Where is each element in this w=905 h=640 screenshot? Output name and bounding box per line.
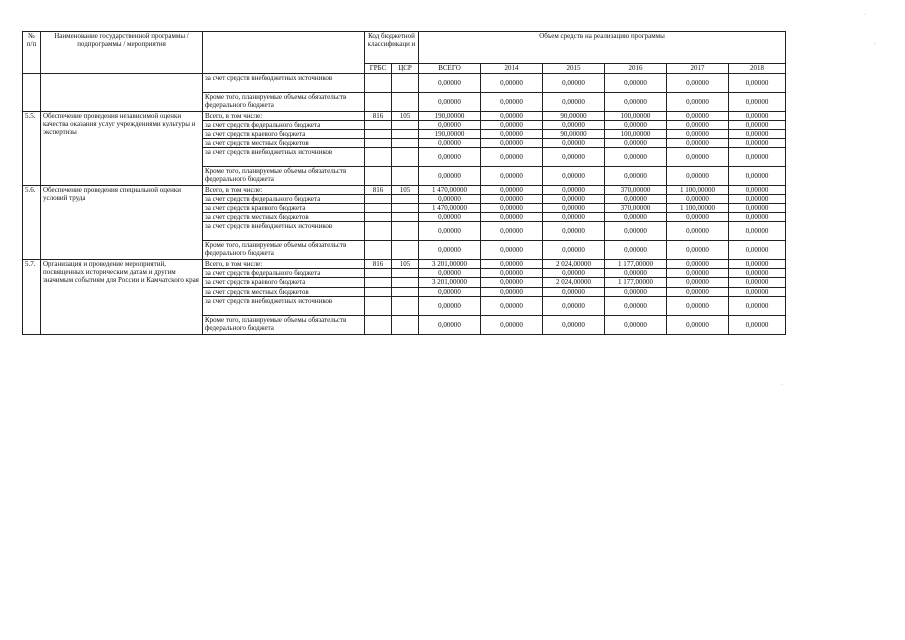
value-cell: 0,00000 <box>419 315 481 334</box>
value-cell: 0,00000 <box>543 74 605 93</box>
header-year: ВСЕГО <box>419 64 481 74</box>
value-cell: 0,00000 <box>605 315 667 334</box>
value-cell: 90,00000 <box>543 112 605 121</box>
value-cell: 0,00000 <box>729 130 786 139</box>
source-cell: за счет средств федерального бюджета <box>203 195 365 204</box>
header-csr: ЦСР <box>392 64 419 74</box>
item-num: 5.5. <box>23 112 41 186</box>
value-cell: 0,00000 <box>729 296 786 315</box>
grbs-cell <box>365 213 392 222</box>
value-cell: 0,00000 <box>729 112 786 121</box>
value-cell: 0,00000 <box>729 139 786 148</box>
scan-mark: · <box>781 382 783 388</box>
value-cell: 0,00000 <box>729 93 786 112</box>
value-cell: 0,00000 <box>543 287 605 296</box>
value-cell: 0,00000 <box>481 296 543 315</box>
source-cell: Кроме того, планируемые объемы обязательств федерального бюджета <box>203 167 365 186</box>
value-cell: 0,00000 <box>543 167 605 186</box>
csr-cell <box>392 93 419 112</box>
value-cell: 0,00000 <box>481 167 543 186</box>
value-cell: 0,00000 <box>419 269 481 278</box>
value-cell: 0,00000 <box>667 315 729 334</box>
value-cell: 0,00000 <box>667 241 729 260</box>
value-cell: 0,00000 <box>543 148 605 167</box>
value-cell: 0,00000 <box>667 74 729 93</box>
source-cell: за счет средств федерального бюджета <box>203 121 365 130</box>
value-cell: 0,00000 <box>605 167 667 186</box>
value-cell: 0,00000 <box>605 296 667 315</box>
value-cell: 0,00000 <box>605 213 667 222</box>
value-cell: 0,00000 <box>667 112 729 121</box>
header-year: 2018 <box>729 64 786 74</box>
grbs-cell <box>365 195 392 204</box>
value-cell: 0,00000 <box>481 186 543 195</box>
value-cell: 0,00000 <box>667 167 729 186</box>
value-cell: 0,00000 <box>667 93 729 112</box>
value-cell: 1 470,00000 <box>419 204 481 213</box>
source-cell: за счет средств местных бюджетов <box>203 287 365 296</box>
grbs-cell <box>365 148 392 167</box>
value-cell: 0,00000 <box>543 93 605 112</box>
header-grbs: ГРБС <box>365 64 392 74</box>
grbs-cell <box>365 287 392 296</box>
value-cell: 0,00000 <box>481 222 543 241</box>
value-cell: 0,00000 <box>481 130 543 139</box>
value-cell: 0,00000 <box>605 195 667 204</box>
item-name-cell <box>41 74 203 112</box>
value-cell: 0,00000 <box>605 269 667 278</box>
item-num: 5.6. <box>23 186 41 260</box>
value-cell: 0,00000 <box>605 139 667 148</box>
value-cell: 0,00000 <box>605 241 667 260</box>
value-cell: 0,00000 <box>667 130 729 139</box>
source-cell: Кроме того, планируемые объемы обязательств федерального бюджета <box>203 241 365 260</box>
value-cell: 370,00000 <box>605 186 667 195</box>
source-cell: за счет средств внебюджетных источников <box>203 74 365 93</box>
source-cell: за счет средств местных бюджетов <box>203 139 365 148</box>
value-cell: 0,00000 <box>667 269 729 278</box>
value-cell: 0,00000 <box>729 148 786 167</box>
value-cell: 0,00000 <box>667 260 729 269</box>
value-cell: 0,00000 <box>481 112 543 121</box>
table-row <box>23 74 786 93</box>
value-cell: 1 100,00000 <box>667 204 729 213</box>
source-cell: Всего, в том числе: <box>203 260 365 269</box>
csr-cell <box>392 241 419 260</box>
value-cell: 0,00000 <box>667 139 729 148</box>
value-cell: 0,00000 <box>481 139 543 148</box>
grbs-cell <box>365 222 392 241</box>
csr-cell <box>392 269 419 278</box>
value-cell: 0,00000 <box>419 296 481 315</box>
source-cell: Всего, в том числе: <box>203 186 365 195</box>
value-cell: 0,00000 <box>729 195 786 204</box>
header-name: Наименование государственной программы / подпрограммы / мероприятия <box>41 32 203 74</box>
value-cell: 0,00000 <box>605 287 667 296</box>
grbs-cell: 816 <box>365 112 392 121</box>
csr-cell <box>392 278 419 287</box>
value-cell: 0,00000 <box>543 121 605 130</box>
table-row <box>23 186 786 195</box>
value-cell: 0,00000 <box>729 278 786 287</box>
grbs-cell <box>365 93 392 112</box>
value-cell: 0,00000 <box>543 222 605 241</box>
value-cell: 0,00000 <box>667 287 729 296</box>
value-cell: 0,00000 <box>419 148 481 167</box>
value-cell: 0,00000 <box>667 195 729 204</box>
value-cell: 0,00000 <box>667 121 729 130</box>
csr-cell <box>392 296 419 315</box>
value-cell: 0,00000 <box>605 74 667 93</box>
csr-cell <box>392 167 419 186</box>
value-cell: 0,00000 <box>419 74 481 93</box>
grbs-cell <box>365 315 392 334</box>
source-cell: за счет средств внебюджетных источников <box>203 222 365 241</box>
value-cell: 0,00000 <box>543 241 605 260</box>
header-volume: Объем средств на реализацию программы <box>419 32 786 64</box>
value-cell: 0,00000 <box>481 315 543 334</box>
csr-cell: 105 <box>392 260 419 269</box>
source-cell: за счет средств федерального бюджета <box>203 269 365 278</box>
header-year: 2016 <box>605 64 667 74</box>
csr-cell <box>392 287 419 296</box>
header-source <box>203 32 365 74</box>
value-cell: 0,00000 <box>667 213 729 222</box>
value-cell: 1 177,00000 <box>605 260 667 269</box>
value-cell: 190,00000 <box>419 112 481 121</box>
csr-cell <box>392 139 419 148</box>
value-cell: 0,00000 <box>481 204 543 213</box>
item-num-cell <box>23 74 41 112</box>
value-cell: 0,00000 <box>481 287 543 296</box>
header-num: № п/п <box>23 32 41 74</box>
source-cell: Всего, в том числе: <box>203 112 365 121</box>
value-cell: 0,00000 <box>481 93 543 112</box>
value-cell: 0,00000 <box>419 241 481 260</box>
value-cell: 0,00000 <box>667 278 729 287</box>
value-cell: 0,00000 <box>419 195 481 204</box>
csr-cell <box>392 74 419 93</box>
source-cell: за счет средств краевого бюджета <box>203 130 365 139</box>
item-name: Организация и проведение мероприятий, посвященных историческим датам и другим значимым событиям для России и Камчатского края <box>41 260 203 334</box>
grbs-cell <box>365 241 392 260</box>
value-cell: 100,00000 <box>605 112 667 121</box>
value-cell: 0,00000 <box>481 148 543 167</box>
value-cell: 0,00000 <box>481 195 543 204</box>
value-cell: 0,00000 <box>605 121 667 130</box>
source-cell: за счет средств местных бюджетов <box>203 213 365 222</box>
scan-mark: · <box>864 12 866 18</box>
value-cell: 0,00000 <box>729 121 786 130</box>
csr-cell <box>392 222 419 241</box>
value-cell: 0,00000 <box>419 287 481 296</box>
value-cell: 0,00000 <box>543 296 605 315</box>
header-year: 2014 <box>481 64 543 74</box>
value-cell: 0,00000 <box>481 213 543 222</box>
value-cell: 0,00000 <box>419 139 481 148</box>
value-cell: 0,00000 <box>729 315 786 334</box>
value-cell: 0,00000 <box>419 121 481 130</box>
grbs-cell <box>365 167 392 186</box>
value-cell: 2 024,00000 <box>543 278 605 287</box>
value-cell: 0,00000 <box>481 121 543 130</box>
value-cell: 1 177,00000 <box>605 278 667 287</box>
value-cell: 0,00000 <box>729 260 786 269</box>
value-cell: 0,00000 <box>605 222 667 241</box>
csr-cell <box>392 195 419 204</box>
grbs-cell <box>365 121 392 130</box>
grbs-cell <box>365 130 392 139</box>
value-cell: 2 024,00000 <box>543 260 605 269</box>
value-cell: 0,00000 <box>729 287 786 296</box>
item-name: Обеспечение проведения специальной оценки условий труда <box>41 186 203 260</box>
value-cell: 0,00000 <box>419 213 481 222</box>
value-cell: 0,00000 <box>543 213 605 222</box>
scan-mark: · <box>874 41 876 47</box>
item-num: 5.7. <box>23 260 41 334</box>
csr-cell <box>392 121 419 130</box>
value-cell: 0,00000 <box>481 278 543 287</box>
value-cell: 3 201,00000 <box>419 260 481 269</box>
table-row <box>23 112 786 121</box>
value-cell: 1 470,00000 <box>419 186 481 195</box>
source-cell: Кроме того, планируемые объемы обязательств федерального бюджета <box>203 315 365 334</box>
grbs-cell <box>365 296 392 315</box>
csr-cell <box>392 213 419 222</box>
header-code: Код бюджетной классификаци и <box>365 32 419 64</box>
value-cell: 0,00000 <box>667 148 729 167</box>
grbs-cell <box>365 74 392 93</box>
table-row <box>23 260 786 269</box>
value-cell: 0,00000 <box>481 74 543 93</box>
value-cell: 0,00000 <box>419 222 481 241</box>
value-cell: 0,00000 <box>729 269 786 278</box>
source-cell: за счет средств краевого бюджета <box>203 278 365 287</box>
header-row <box>23 32 786 64</box>
header-year: 2015 <box>543 64 605 74</box>
value-cell: 0,00000 <box>543 186 605 195</box>
csr-cell: 105 <box>392 186 419 195</box>
grbs-cell <box>365 204 392 213</box>
value-cell: 0,00000 <box>481 241 543 260</box>
value-cell: 370,00000 <box>605 204 667 213</box>
value-cell: 0,00000 <box>543 269 605 278</box>
value-cell: 3 201,00000 <box>419 278 481 287</box>
value-cell: 0,00000 <box>667 296 729 315</box>
csr-cell <box>392 148 419 167</box>
value-cell: 0,00000 <box>729 186 786 195</box>
value-cell: 100,00000 <box>605 130 667 139</box>
value-cell: 0,00000 <box>543 139 605 148</box>
value-cell: 0,00000 <box>543 315 605 334</box>
value-cell: 0,00000 <box>419 167 481 186</box>
value-cell: 90,00000 <box>543 130 605 139</box>
value-cell: 0,00000 <box>667 222 729 241</box>
value-cell: 0,00000 <box>729 222 786 241</box>
grbs-cell: 816 <box>365 186 392 195</box>
source-cell: за счет средств внебюджетных источников <box>203 296 365 315</box>
value-cell: 0,00000 <box>605 93 667 112</box>
value-cell: 0,00000 <box>543 195 605 204</box>
grbs-cell <box>365 269 392 278</box>
value-cell: 1 100,00000 <box>667 186 729 195</box>
source-cell: за счет средств внебюджетных источников <box>203 148 365 167</box>
csr-cell: 105 <box>392 112 419 121</box>
source-cell: Кроме того, планируемые объемы обязательств федерального бюджета <box>203 93 365 112</box>
value-cell: 0,00000 <box>605 148 667 167</box>
value-cell: 0,00000 <box>543 204 605 213</box>
value-cell: 0,00000 <box>481 269 543 278</box>
grbs-cell: 816 <box>365 260 392 269</box>
csr-cell <box>392 130 419 139</box>
value-cell: 0,00000 <box>729 74 786 93</box>
value-cell: 0,00000 <box>729 167 786 186</box>
header-year: 2017 <box>667 64 729 74</box>
value-cell: 0,00000 <box>729 213 786 222</box>
value-cell: 190,00000 <box>419 130 481 139</box>
value-cell: 0,00000 <box>419 93 481 112</box>
value-cell: 0,00000 <box>729 241 786 260</box>
item-name: Обеспечение проведения независимой оценки качества оказания услуг учреждениями культуры и экспертизы <box>41 112 203 186</box>
source-cell: за счет средств краевого бюджета <box>203 204 365 213</box>
grbs-cell <box>365 139 392 148</box>
value-cell: 0,00000 <box>481 260 543 269</box>
csr-cell <box>392 315 419 334</box>
budget-table <box>22 31 786 335</box>
csr-cell <box>392 204 419 213</box>
value-cell: 0,00000 <box>729 204 786 213</box>
grbs-cell <box>365 278 392 287</box>
